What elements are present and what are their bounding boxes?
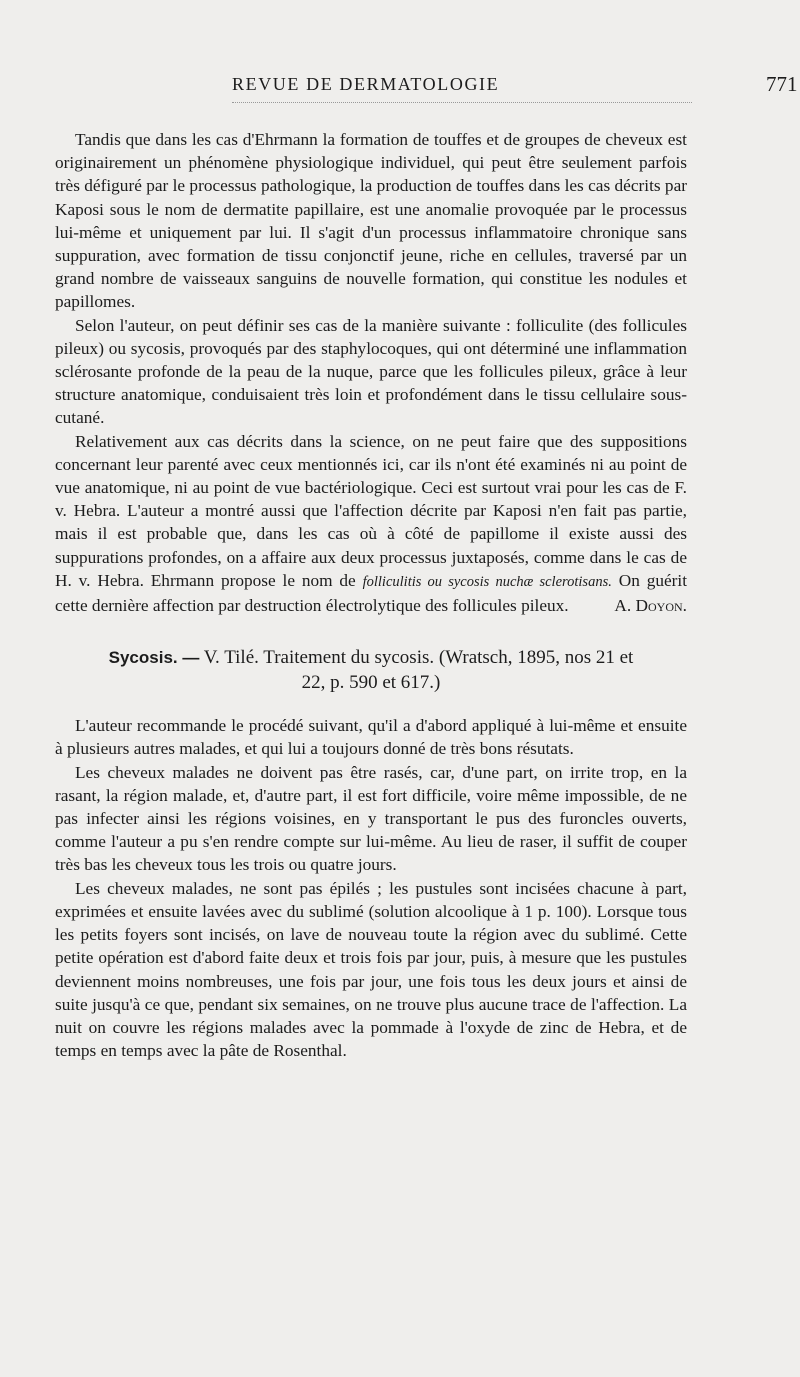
paragraph: Les cheveux malades, ne sont pas épilés ; les pustules sont incisées chacune à part, exprimées et ensuite lavées avec du sublimé (solution alcoolique à 1 p. 100). Lorsque tous les petits foyers sont incisés, on lave de nouveau toute la région avec du sublimé. Cette petite opération est d'abord faite deux et trois fois par jour, puis, à mesure que les pustules deviennent moins nombreuses, une fois par jour, une fois tous les deux jours et ainsi de suite jusqu'à ce que, pendant six semaines, on ne trouve plus aucune trace de l'affection. La nuit on couvre les régions malades avec la pommade à l'oxyde de zinc de Hebra, et de temps en temps avec la pâte de Rosenthal. — [55, 878, 687, 1061]
paragraph: Selon l'auteur, on peut définir ses cas de la manière suivante : folliculite (des follicules pileux) ou sycosis, provoqués par des staphylocoques, qui ont déterminé une inflammation sclérosante profonde de la peau de la nuque, parce que les follicules pileux, grâce à leur structure anatomique, conduisaient très loin et profondément dans le tissu cellulaire sous-cutané. — [55, 315, 687, 428]
paragraph-text: Relativement aux cas décrits dans la science, on ne peut faire que des suppositions concernant leur parenté avec ceux mentionnés ici, car ils n'ont été examinés ni au point de vue anatomique, ni au point de vue bactériologique. Ceci est surtout vrai pour les cas de F. v. Hebra. L'auteur a montré aussi que l'affection décrite par Kaposi n'en fait pas partie, mais il est probable que, dans les cas où à côté de papillome il existe aussi des suppurations profondes, on a affaire aux deux processus juxtaposés, comme dans le cas de H. v. Hebra. Ehrmann propose le nom de — [55, 431, 687, 590]
article-title-line1: V. Tilé. Traitement du sycosis. (Wratsch, 1895, nos 21 et — [203, 647, 634, 669]
page-number: 771 — [766, 72, 798, 96]
paragraph-text: On guérit cette dernière affection par destruction électrolytique des follicules pileux. — [55, 570, 688, 616]
running-head: REVUE DE DERMATOLOGIE — [232, 74, 500, 94]
article-title-line2: 22, p. 590 et 617.) — [301, 672, 441, 694]
page-header — [0, 74, 800, 98]
header-rule — [232, 102, 692, 103]
article-heading — [55, 645, 687, 695]
italic-term: folliculitis ou sycosis nuchæ sclerotisans. — [362, 573, 612, 590]
signature: A. Doyon. — [614, 596, 687, 616]
paragraph — [55, 430, 687, 618]
paragraph: Tandis que dans les cas d'Ehrmann la formation de touffes et de groupes de cheveux est originairement un phénomène physiologique individuel, qui peut être seulement parfois très défiguré par le processus pathologique, la production de touffes dans les cas décrits par Kaposi sous le nom de dermatite papillaire, est une anomalie provoquée par le processus lui-même et uniquement par lui. Il s'agit d'un processus inflammatoire chronique sans suppuration, avec formation de tissu conjonctif jeune, riche en cellules, traversé par un grand nombre de vaisseaux sanguins de nouvelle formation, qui constitue les nodules et papillomes. — [55, 130, 687, 312]
article-keyword: Sycosis. — — [108, 648, 200, 668]
page-body — [55, 128, 687, 1062]
paragraph: L'auteur recommande le procédé suivant, qu'il a d'abord appliqué à lui-même et ensuite à plusieurs autres malades, et qui lui a toujours donné de très bons résutats. — [55, 716, 687, 759]
paragraph: Les cheveux malades ne doivent pas être rasés, car, d'une part, on irrite trop, en la rasant, la région malade, et, d'autre part, il est fort difficile, voire même impossible, de ne pas infecter ainsi les régions voisines, en y transportant le pus des furoncles ouverts, comme l'auteur a pu s'en rendre compte sur lui-même. Au lieu de raser, il suffit de couper très bas les cheveux tous les trois ou quatre jours. — [55, 762, 687, 875]
